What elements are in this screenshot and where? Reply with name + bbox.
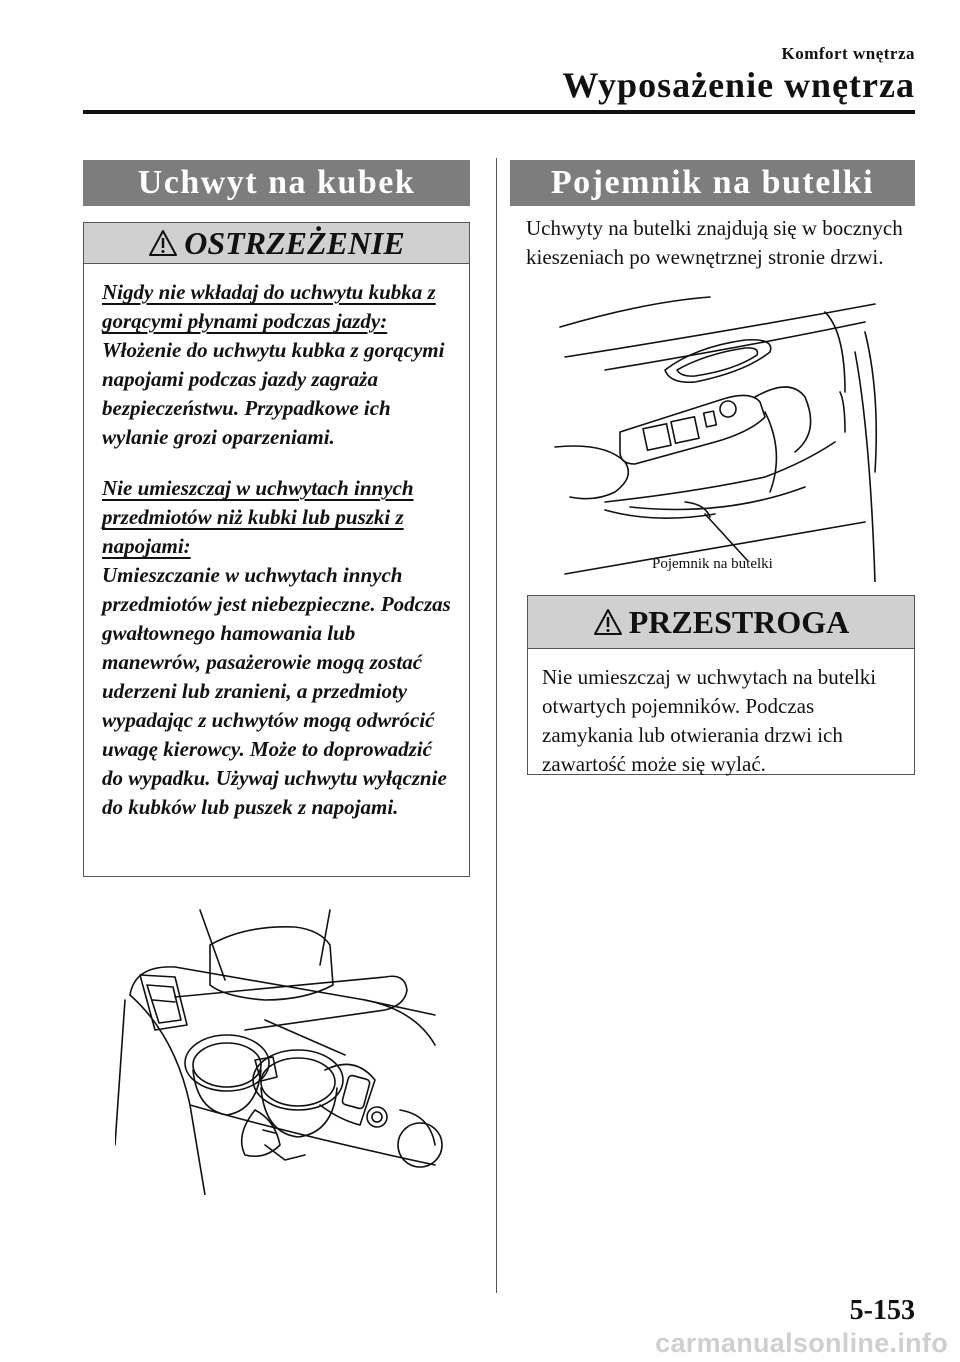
warning-lead: Nigdy nie wkładaj do uchwytu kubka z gorącymi płynami podczas jazdy:	[102, 280, 436, 333]
chapter-title: Komfort wnętrza	[781, 44, 915, 63]
warning-box	[83, 222, 470, 877]
caution-label: PRZESTROGA	[628, 603, 850, 640]
cup-holder-heading: Uchwyt na kubek	[83, 160, 470, 206]
caution-box	[527, 595, 915, 775]
bottle-holder-heading: Pojemnik na butelki	[510, 160, 915, 206]
bottle-holder-intro: Uchwyty na butelki znajdują się w bocznych kieszeniach po wewnętrznej stronie drzwi.	[526, 216, 903, 269]
warning-text: Włożenie do uchwytu kubka z gorącymi napojami podczas jazdy zagraża bezpieczeństwu. Przypadkowe ich wylanie grozi oparzeniami.	[102, 338, 445, 449]
warning-body	[84, 264, 469, 832]
column-divider	[496, 158, 497, 1293]
caution-body: Nie umieszczaj w uchwytach na butelki otwartych pojemników. Podczas zamykania lub otwierania drzwi ich zawartość może się wylać.	[542, 665, 877, 776]
warning-label: OSTRZEŻENIE	[184, 224, 405, 261]
header-rule	[83, 110, 915, 114]
warning-paragraph	[102, 474, 451, 822]
warning-header	[84, 223, 469, 264]
warning-triangle-icon	[148, 229, 178, 257]
caution-header	[528, 596, 914, 649]
page-number: 5-153	[849, 1295, 915, 1326]
warning-triangle-icon	[593, 608, 623, 636]
warning-lead: Nie umieszczaj w uchwytach innych przedmiotów niż kubki lub puszki z napojami:	[102, 476, 414, 558]
warning-text: Umieszczanie w uchwytach innych przedmiotów jest niebezpieczne. Podczas gwałtownego hamowania lub manewrów, pasażerowie mogą zostać uderzeni lub zranieni, a przedmioty wypadając z uchwytów mogą odwrócić uwagę kierowcy. Może to doprowadzić do wypadku. Używaj uchwytu wyłącznie do kubków lub puszek z napojami.	[102, 563, 451, 819]
figure-callout-label: Pojemnik na butelki	[652, 556, 773, 572]
door-illustration	[545, 292, 885, 582]
warning-paragraph	[102, 278, 451, 452]
cup-holder-illustration	[115, 905, 445, 1195]
section-title: Wyposażenie wnętrza	[562, 65, 915, 105]
watermark: carmanualsonline.info	[655, 1328, 948, 1358]
